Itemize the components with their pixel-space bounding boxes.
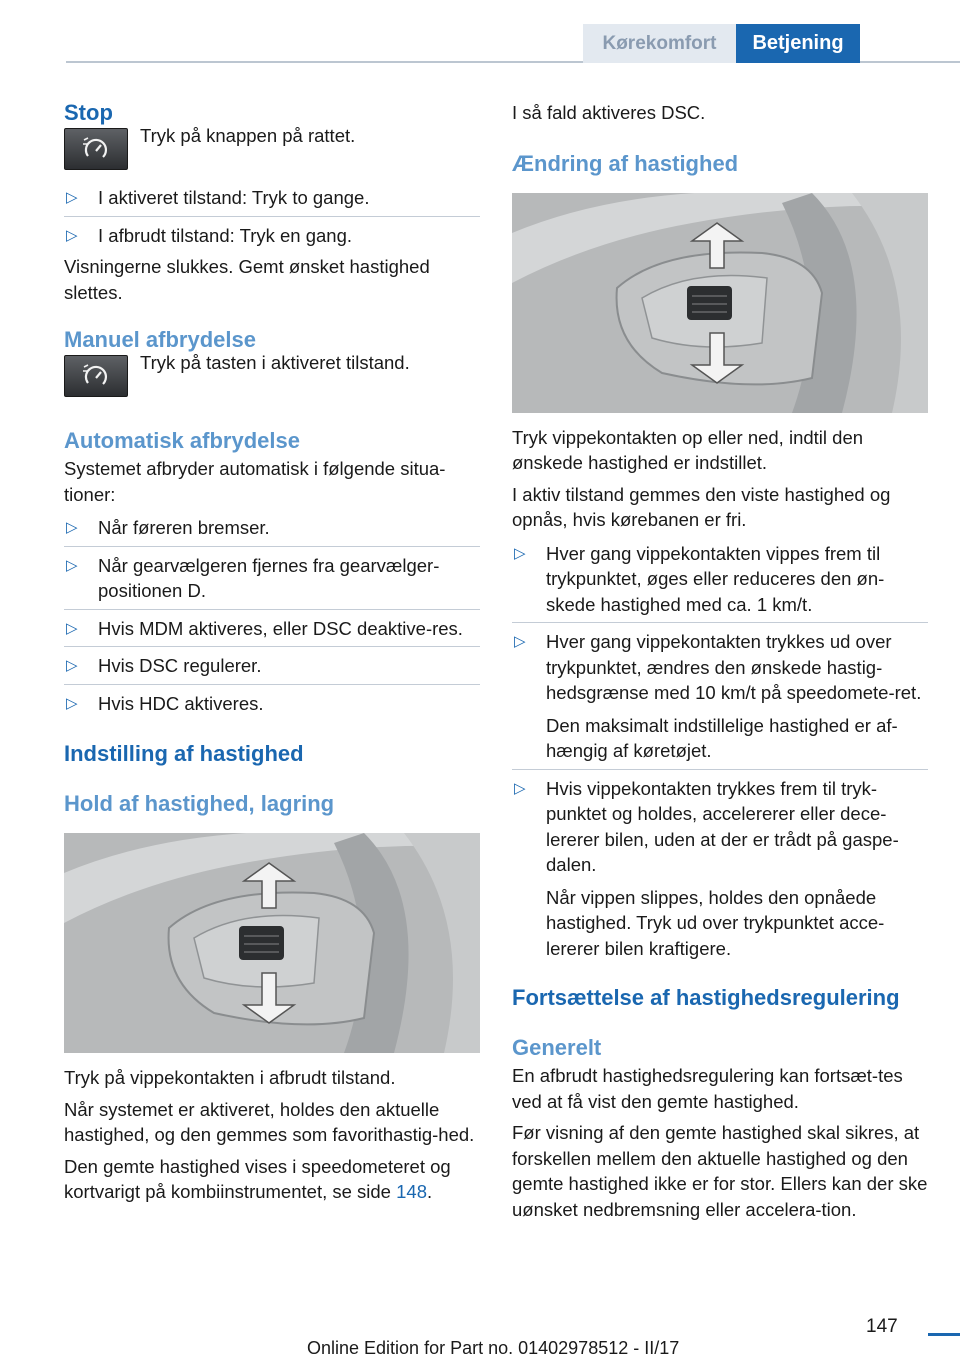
auto-heading: Automatisk afbrydelse	[64, 428, 300, 453]
page-link[interactable]: 148	[396, 1181, 427, 1202]
hold-paragraph-3: Den gemte hastighed vises i speedometeret og kortvarigt på kombiinstrumentet, se side 148.	[64, 1155, 451, 1202]
change-paragraph-2: I aktiv tilstand gemmes den viste hastighed og opnås, hvis kørebanen er fri.	[512, 483, 891, 530]
stop-paragraph: Visningerne slukkes. Gemt ønsket hastighed slettes.	[64, 256, 430, 303]
triangle-bullet-icon: ▷	[66, 189, 78, 206]
hold-paragraph-1: Tryk på vippekontakten i afbrudt tilstand.	[64, 1067, 396, 1088]
list-divider	[64, 646, 480, 647]
triangle-bullet-icon: ▷	[66, 694, 78, 712]
cruise-control-button-icon	[64, 128, 128, 170]
steering-wheel-rocker-photo-2	[512, 193, 928, 413]
manual-button-text: Tryk på tasten i aktiveret tilstand.	[140, 352, 410, 373]
stop-button-text: Tryk på knappen på rattet.	[140, 125, 356, 146]
change-speed-heading: Ændring af hastighed	[512, 150, 739, 176]
right-column	[512, 100, 928, 1222]
triangle-bullet-icon: ▷	[66, 226, 78, 244]
general-heading: Generelt	[512, 1035, 602, 1060]
header-section-tab: Betjening	[736, 24, 860, 63]
list-item: ▷ Når føreren bremser.	[64, 515, 480, 541]
change-paragraph-1: Tryk vippekontakten op eller ned, indtil den ønskede hastighed er indstillet.	[512, 426, 864, 473]
list-divider	[64, 546, 480, 547]
cruise-control-button-icon	[64, 355, 128, 397]
list-item: ▷ Hvis DSC regulerer.	[64, 653, 480, 679]
triangle-bullet-icon: ▷	[66, 519, 78, 536]
list-divider	[64, 216, 480, 217]
continue-heading: Fortsættelse af hastighedsregulering	[512, 985, 900, 1010]
list-divider	[64, 684, 480, 685]
auto-list	[64, 515, 480, 716]
list-divider	[512, 769, 928, 770]
footer-accent-bar	[928, 1333, 960, 1336]
page-number: 147	[866, 1316, 898, 1337]
list-item: ▷ Hvis MDM aktiveres, eller DSC deaktive‐res.	[64, 616, 480, 642]
manual-heading: Manuel afbrydelse	[64, 327, 256, 352]
triangle-bullet-icon: ▷	[514, 779, 526, 797]
triangle-bullet-icon: ▷	[66, 619, 78, 637]
stop-heading: Stop	[64, 100, 113, 125]
manual-button-row	[64, 350, 480, 397]
steering-wheel-rocker-photo	[64, 833, 480, 1053]
list-item: ▷ Hver gang vippekontakten trykkes ud over trykpunktet, ændres den ønskede hastig‐hedsgrænse med 10 km/t på speedomete‐ret. Den maksimalt indstillelige hastighed er af‐hængig af køretøjet.	[514, 631, 922, 761]
list-item: ▷ Hvis vippekontakten trykkes frem til tryk‐punktet og holdes, accelererer eller dece‐lererer bilen, uden at der er trådt på gaspe‐dalen. Når vippen slippes, holdes den opnåede hastighed. Tryk ud over trykpunktet acce‐lererer bilen kraftigere.	[514, 777, 899, 959]
auto-paragraph: Systemet afbryder automatisk i følgende situa‐tioner:	[64, 458, 446, 505]
hold-speed-heading: Hold af hastighed, lagring	[64, 791, 335, 816]
stop-button-row	[64, 123, 480, 170]
change-list	[512, 541, 928, 962]
list-item: ▷ Når gearvælgeren fjernes fra gearvælger‐positionen D.	[66, 554, 440, 601]
set-speed-heading: Indstilling af hastighed	[64, 741, 304, 766]
triangle-bullet-icon: ▷	[66, 556, 78, 574]
list-item: ▷ Hver gang vippekontakten vippes frem til trykpunktet, øges eller reduceres den øn‐skede hastighed med ca. 1 km/t.	[514, 542, 885, 615]
list-item: ▷ I aktiveret tilstand: Tryk to gange.	[64, 185, 480, 211]
stop-list	[64, 185, 480, 248]
dsc-paragraph: I så fald aktiveres DSC.	[512, 102, 706, 123]
list-item: ▷ Hvis HDC aktiveres.	[64, 691, 480, 717]
header-chapter-tab: Kørekomfort	[583, 24, 736, 63]
hold-paragraph-2: Når systemet er aktiveret, holdes den aktuelle hastighed, og den gemmes som favorithastig‐hed.	[64, 1098, 475, 1145]
list-divider	[64, 609, 480, 610]
footer-edition: Online Edition for Part no. 01402978512 - II/17	[307, 1338, 680, 1358]
triangle-bullet-icon: ▷	[514, 544, 526, 562]
triangle-bullet-icon: ▷	[66, 657, 78, 674]
general-paragraph-1: En afbrudt hastighedsregulering kan fortsæt‐tes ved at få vist den gemte hastighed.	[512, 1065, 903, 1112]
list-item: ▷ I afbrudt tilstand: Tryk en gang.	[64, 223, 480, 249]
general-paragraph-2: Før visning af den gemte hastighed skal sikres, at forskellen mellem den aktuelle hastighed og den gemte hastighed ikke er for stor. Ellers kan der ske uønsket nedbremsning eller accelera‐tion.	[512, 1122, 928, 1220]
left-column	[64, 100, 480, 1205]
list-divider	[512, 622, 928, 623]
triangle-bullet-icon: ▷	[514, 633, 526, 650]
